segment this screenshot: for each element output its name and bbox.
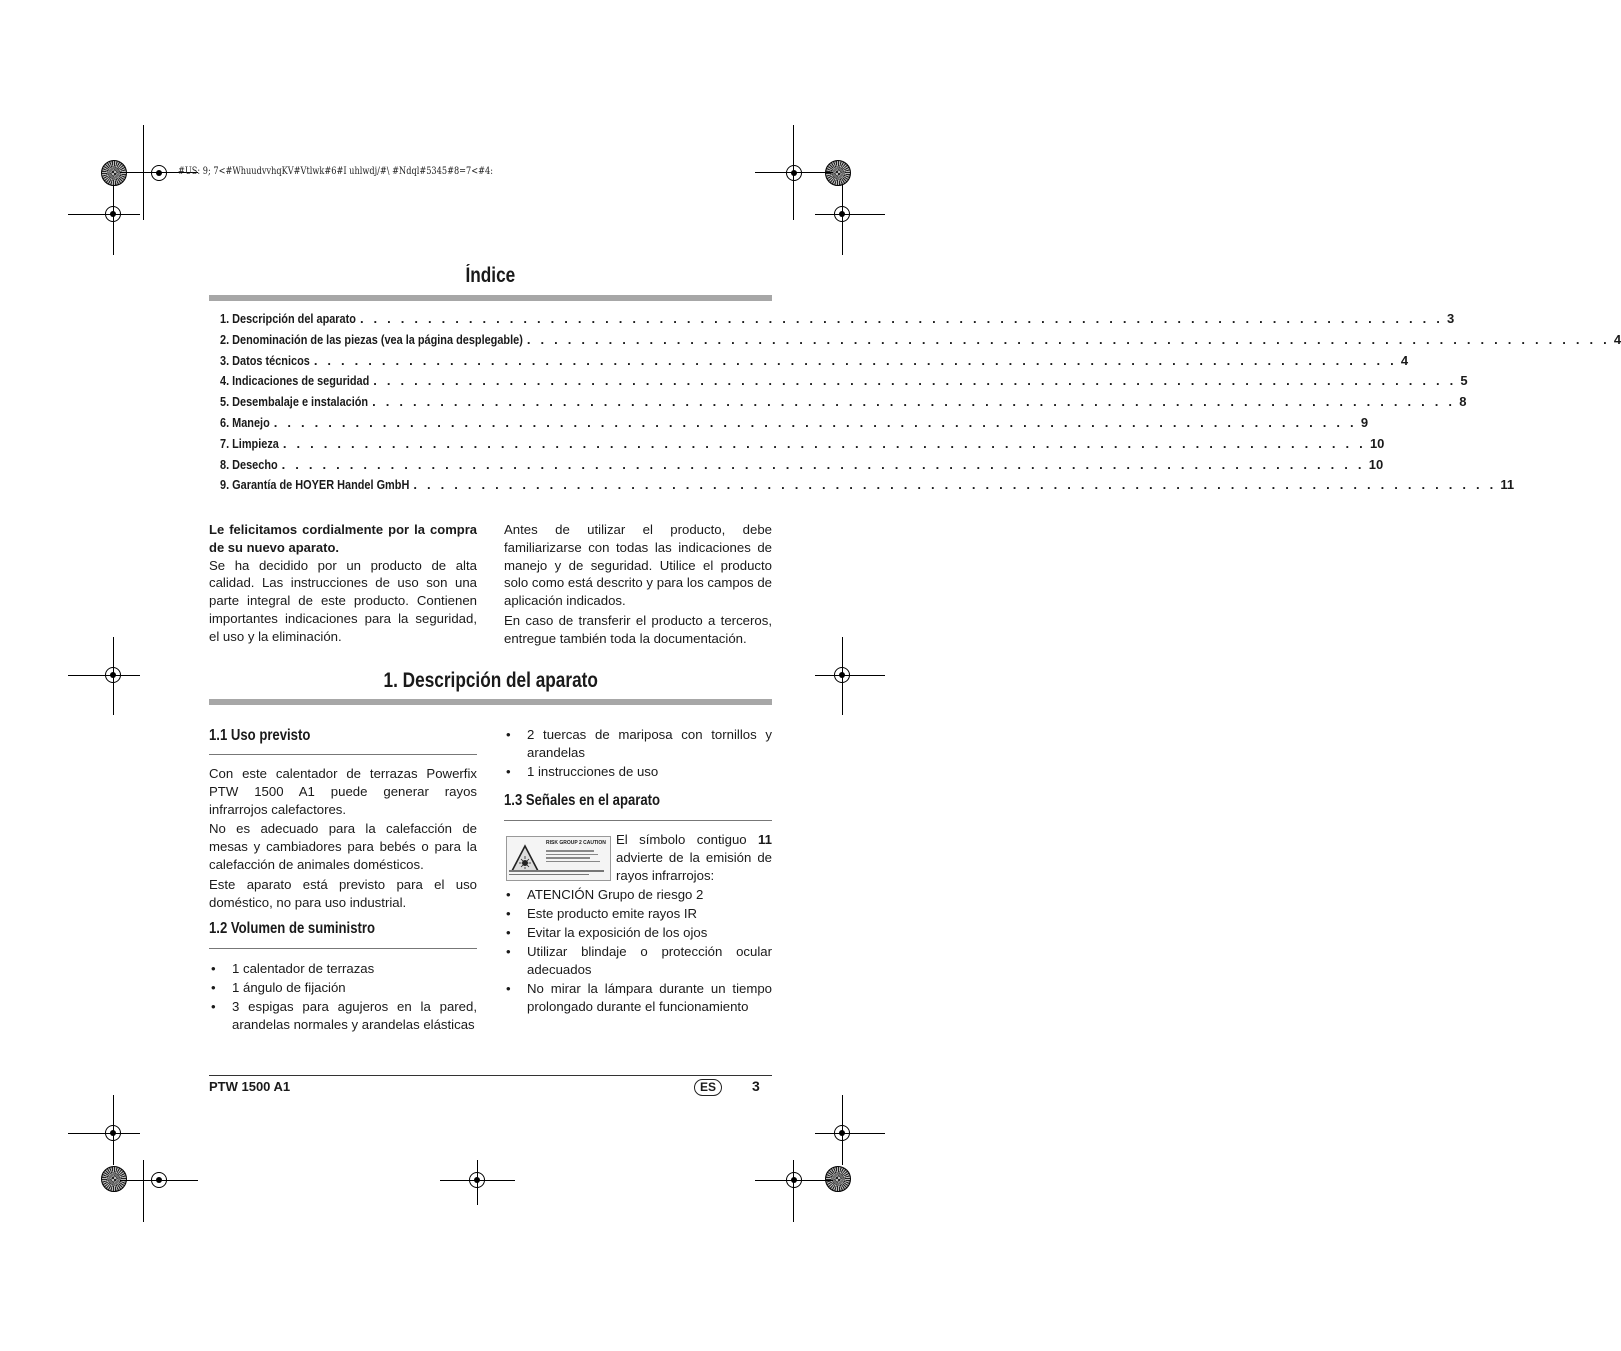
registration-mark-icon [834, 667, 850, 683]
toc-leader-dots: . . . . . . . . . . . . . . . . . . . . . . . . . . . . . . . . . . . . . . . . . . . . . . . . . . . . . . . . . . . . . . . . . . . . . . . . . . . . . . . . [273, 414, 1357, 430]
intro-paragraph: En caso de transferir el producto a terceros, entregue también toda la documentación. [504, 612, 772, 646]
warning-label-header: RISK GROUP 2 CAUTION [546, 840, 606, 846]
registration-mark-icon [834, 1125, 850, 1141]
subsection-rule [209, 948, 477, 949]
crop-mark [815, 1133, 885, 1134]
toc-label: 1. Descripción del aparato [220, 311, 356, 326]
toc-page: 8 [1459, 394, 1467, 410]
index-title-rule [209, 295, 772, 301]
toc-label: 6. Manejo [220, 414, 270, 430]
toc-label: 8. Desecho [220, 456, 278, 472]
warning-label-fineprint [546, 848, 606, 864]
toc-row[interactable] [220, 456, 1384, 478]
toc-page: 11 [1500, 477, 1515, 493]
toc-row[interactable] [220, 331, 1621, 353]
toc-leader-dots: . . . . . . . . . . . . . . . . . . . . . . . . . . . . . . . . . . . . . . . . . . . . . . . . . . . . . . . . . . . . . . . . . . . . . . . . . . . . . . . . [313, 352, 1397, 368]
toc-row[interactable] [220, 352, 1409, 374]
color-target-icon [825, 160, 851, 186]
intro-left-column [209, 521, 477, 646]
toc-row[interactable] [220, 435, 1385, 457]
list-item: • ATENCIÓN Grupo de riesgo 2 [504, 886, 772, 904]
slug-text: #US: 9; 7<#WhuudvvhqKV#Vtlwk#6#I uhlwdj/#\ #Ndql#5345#8=7<#4: [178, 166, 493, 177]
page-number: 3 [752, 1078, 760, 1094]
list-item: • 1 ángulo de fijación [209, 979, 477, 997]
toc-label: 4. Indicaciones de seguridad [220, 373, 370, 389]
subsection-heading: 1.1 Uso previsto [209, 727, 311, 744]
footer-model: PTW 1500 A1 [209, 1079, 291, 1094]
toc-page: 4 [1400, 352, 1409, 368]
subsection-heading: 1.2 Volumen de suministro [209, 920, 375, 937]
uso-previsto-text: Con este calentador de terrazas Powerfix PTW 1500 A1 puede generar rayos infrarrojos calefactores. No es adecuado para la calefacción de mesas y cambiadores para bebés o para la calefacción de animales domésticos. Este aparato está previsto para el uso doméstico, no para uso industrial. [209, 766, 477, 910]
toc-leader-dots: . . . . . . . . . . . . . . . . . . . . . . . . . . . . . . . . . . . . . . . . . . . . . . . . . . . . . . . . . . . . . . . . . . . . . . . . . . . . . . . . [373, 373, 1457, 389]
warning-label-image [506, 836, 611, 881]
toc-leader-dots: . . . . . . . . . . . . . . . . . . . . . . . . . . . . . . . . . . . . . . . . . . . . . . . . . . . . . . . . . . . . . . . . . . . . . . . . . . . . . . . . [413, 477, 1497, 493]
crop-mark [793, 1160, 794, 1222]
toc-leader-dots: . . . . . . . . . . . . . . . . . . . . . . . . . . . . . . . . . . . . . . . . . . . . . . . . . . . . . . . . . . . . . . . . . . . . . . . . . . . . . . . . [282, 435, 1366, 451]
crop-mark [143, 1160, 144, 1222]
toc-row[interactable] [220, 477, 1515, 498]
list-item: • Este producto emite rayos IR [504, 905, 772, 923]
subsection-rule [504, 820, 772, 821]
registration-mark-icon [105, 1125, 121, 1141]
registration-mark-icon [469, 1172, 485, 1188]
list-item: • 3 espigas para agujeros en la pared, arandelas normales y arandelas elásticas [209, 998, 477, 1034]
toc-leader-dots: . . . . . . . . . . . . . . . . . . . . . . . . . . . . . . . . . . . . . . . . . . . . . . . . . . . . . . . . . . . . . . . . . . . . . . . . . . . . . . . . [281, 456, 1365, 472]
subsection-heading: 1.3 Señales en el aparato [504, 792, 661, 809]
crop-mark [68, 1133, 140, 1134]
section-title-rule [209, 699, 772, 705]
registration-mark-icon [151, 1172, 167, 1188]
color-target-icon [101, 1166, 127, 1192]
crop-mark [815, 675, 885, 676]
warning-label-footer [509, 868, 606, 877]
toc-row[interactable] [220, 394, 1467, 415]
registration-mark-icon [105, 667, 121, 683]
toc-label: 3. Datos técnicos [220, 352, 310, 368]
index-title: Índice [465, 264, 516, 287]
toc-page: 5 [1460, 373, 1468, 389]
toc-leader-dots: . . . . . . . . . . . . . . . . . . . . . . . . . . . . . . . . . . . . . . . . . . . . . . . . . . . . . . . . . . . . . . . . . . . . . . . . . . . . . . . . [526, 331, 1610, 347]
crop-mark [68, 675, 140, 676]
toc-row[interactable] [220, 311, 1455, 332]
part-number: 11 [758, 832, 772, 847]
crop-mark [68, 214, 140, 215]
intro-lead: Le felicitamos cordialmente por la compra de su nuevo aparato. [209, 522, 477, 555]
toc-page: 3 [1447, 311, 1455, 326]
crop-mark [815, 214, 885, 215]
toc-page: 10 [1369, 435, 1385, 451]
printer-slug [178, 166, 562, 177]
registration-mark-icon [105, 206, 121, 222]
toc-page: 10 [1368, 456, 1384, 472]
list-item: • 2 tuercas de mariposa con tornillos y arandelas [504, 726, 772, 762]
toc-page: 9 [1360, 414, 1369, 430]
toc-label: 2. Denominación de las piezas (vea la página desplegable) [220, 331, 523, 347]
color-target-icon [101, 160, 127, 186]
intro-paragraph: Antes de utilizar el producto, debe familiarizarse con todas las indicaciones de manejo y de seguridad. Utilice el producto solo como está descrito y para los campos de aplicación indicados. [504, 522, 772, 609]
intro-right-column [504, 521, 772, 648]
list-item: • 1 calentador de terrazas [209, 960, 477, 978]
registration-mark-icon [834, 206, 850, 222]
section-title: 1. Descripción del aparato [383, 669, 598, 692]
footer-rule [209, 1075, 772, 1076]
color-target-icon [825, 1166, 851, 1192]
intro-paragraph: Se ha decidido por un producto de alta calidad. Las instrucciones de uso son una parte integral de este producto. Contienen importantes indicaciones para la seguridad, el uso y la eliminación. [209, 557, 477, 644]
signal-intro: El símbolo contiguo 11 advierte de la emisión de rayos infrarrojos: [616, 832, 772, 883]
toc-page: 4 [1613, 331, 1621, 347]
registration-mark-icon [786, 165, 802, 181]
table-of-contents [220, 311, 1621, 498]
toc-row[interactable] [220, 414, 1369, 436]
toc-leader-dots: . . . . . . . . . . . . . . . . . . . . . . . . . . . . . . . . . . . . . . . . . . . . . . . . . . . . . . . . . . . . . . . . . . . . . . . . . . . . . . . . [359, 311, 1444, 326]
supply-list-right [504, 726, 772, 782]
toc-row[interactable] [220, 373, 1468, 394]
registration-mark-icon [786, 1172, 802, 1188]
toc-label: 7. Limpieza [220, 435, 279, 451]
toc-label: 9. Garantía de HOYER Handel GmbH [220, 477, 410, 493]
subsection-rule [209, 754, 477, 755]
list-item: • Utilizar blindaje o protección ocular adecuados [504, 943, 772, 979]
registration-mark-icon [151, 165, 167, 181]
signal-list [504, 886, 772, 1017]
language-badge: ES [694, 1079, 722, 1096]
toc-label: 5. Desembalaje e instalación [220, 394, 369, 410]
list-item: • 1 instrucciones de uso [504, 763, 772, 781]
list-item: • No mirar la lámpara durante un tiempo prolongado durante el funcionamiento [504, 980, 772, 1016]
supply-list-left [209, 960, 477, 1035]
toc-leader-dots: . . . . . . . . . . . . . . . . . . . . . . . . . . . . . . . . . . . . . . . . . . . . . . . . . . . . . . . . . . . . . . . . . . . . . . . . . . . . . . . . [372, 394, 1456, 410]
list-item: • Evitar la exposición de los ojos [504, 924, 772, 942]
